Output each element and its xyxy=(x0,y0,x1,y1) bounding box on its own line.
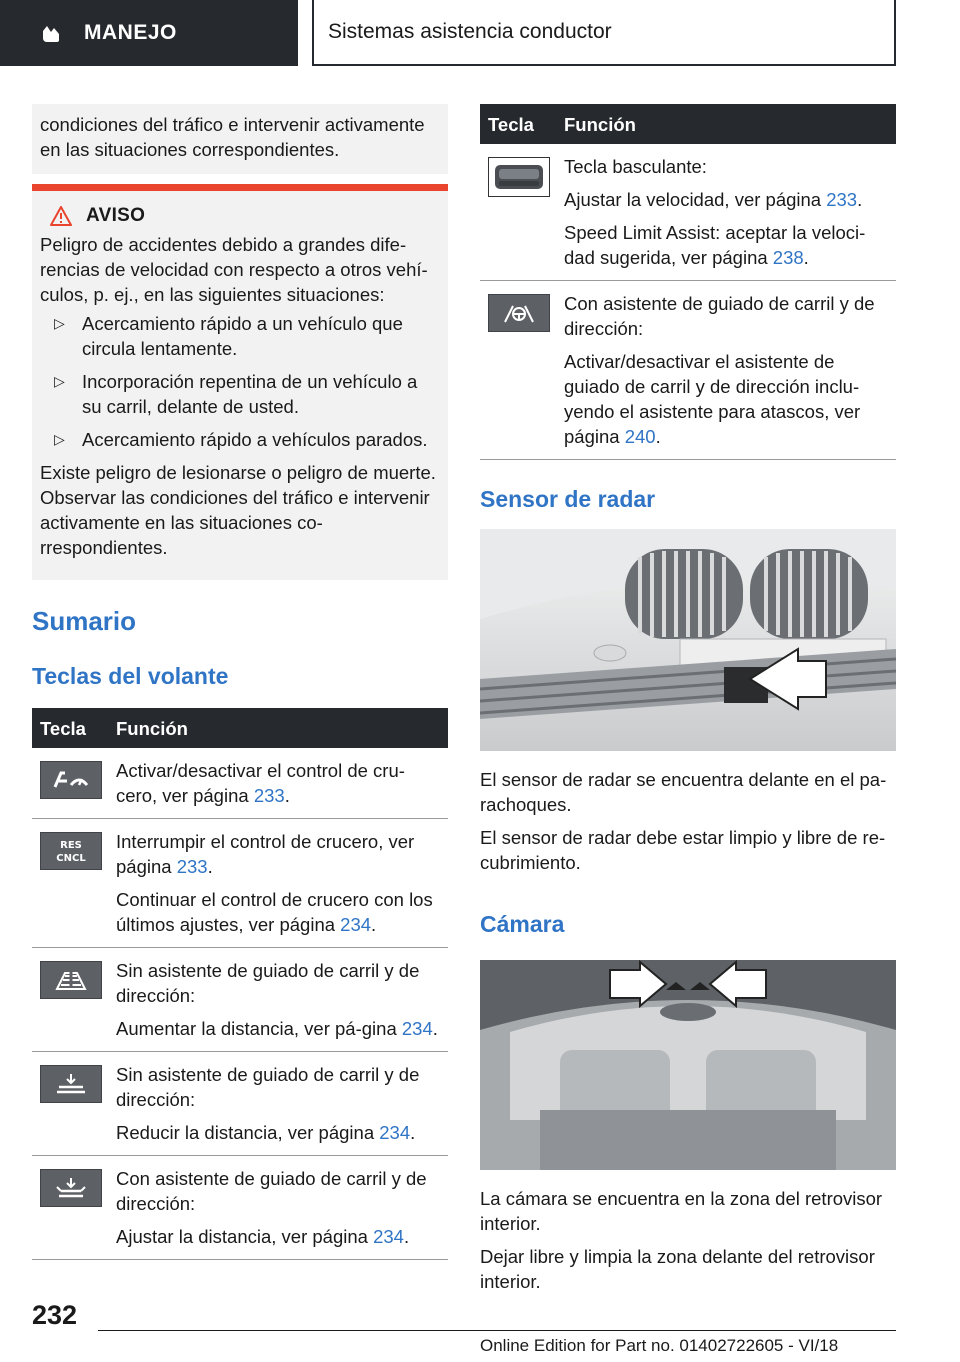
page-link[interactable]: 233 xyxy=(826,189,858,210)
footer-divider xyxy=(98,1330,896,1331)
svg-text:RES: RES xyxy=(60,840,82,851)
warning-body: Existe peligro de lesionarse o peligro de muerte. Observar las condiciones del tráfico e intervenir activamente en las situaciones co-rrespondientes. xyxy=(40,462,436,558)
camera-heading: Cámara xyxy=(480,911,565,937)
section-name: MANEJO xyxy=(84,21,177,44)
edition-footer xyxy=(480,1336,838,1356)
table-row: Sin asistente de guiado de carril y de dirección: Aumentar la distancia, ver pá-gina 234. xyxy=(32,948,448,1052)
radar-heading: Sensor de radar xyxy=(480,486,656,512)
list-item: ▷ Incorporación repentina de un vehículo a su carril, delante de usted. xyxy=(40,369,438,419)
bullet-icon: ▷ xyxy=(54,315,65,331)
list-item: ▷ Acercamiento rápido a vehículos parados. xyxy=(40,427,438,452)
camera-paragraph-1: La cámara se encuentra en la zona del retrovisor interior. xyxy=(480,1188,883,1234)
page-link[interactable]: 240 xyxy=(624,426,656,447)
warning-title xyxy=(50,203,438,228)
res-cncl-icon xyxy=(40,832,102,870)
camera-location-image xyxy=(480,960,896,1170)
chapter-title-box xyxy=(312,0,896,66)
warning-list xyxy=(40,311,438,452)
distance-decrease-icon xyxy=(40,1065,102,1103)
bullet-icon: ▷ xyxy=(54,431,65,447)
camera-paragraph-2: Dejar libre y limpia la zona delante del retrovisor interior. xyxy=(480,1246,875,1292)
lane-steering-assist-icon xyxy=(488,294,550,332)
column-header-function: Función xyxy=(108,708,448,748)
steering-hand-icon xyxy=(40,22,62,44)
page-header xyxy=(0,0,960,66)
warning-label: AVISO xyxy=(86,205,146,226)
radar-paragraph-2: El sensor de radar debe estar limpio y libre de re-cubrimiento. xyxy=(480,827,886,873)
radar-sensor-image xyxy=(480,529,896,751)
table-row: Sin asistente de guiado de carril y de dirección: Reducir la distancia, ver página 234. xyxy=(32,1052,448,1156)
left-column xyxy=(32,104,448,1260)
edition-text: Online Edition for Part no. 01402722605 - VI/18 xyxy=(480,1336,839,1355)
table-row: Tecla basculante: Ajustar la velocidad, ver página 233. Speed Limit Assist: aceptar la veloci-dad sugerida, ver página 238. xyxy=(480,144,896,281)
page-link[interactable]: 234 xyxy=(401,1018,433,1039)
svg-text:CNCL: CNCL xyxy=(56,853,86,864)
page-link[interactable]: 233 xyxy=(176,856,208,877)
table-header-row xyxy=(32,708,448,748)
warning-box xyxy=(32,184,448,580)
column-header-key: Tecla xyxy=(32,708,108,748)
chapter-title: Sistemas asistencia conductor xyxy=(328,20,612,43)
steering-keys-table-continued xyxy=(480,104,896,460)
intro-box xyxy=(32,104,448,174)
column-header-key: Tecla xyxy=(480,104,556,144)
table-row: Con asistente de guiado de carril y de dirección: Ajustar la distancia, ver página 234. xyxy=(32,1156,448,1260)
page-link[interactable]: 234 xyxy=(379,1122,411,1143)
rocker-switch-icon xyxy=(488,157,550,197)
column-header-function: Función xyxy=(556,104,896,144)
table-row: Activar/desactivar el control de cru-cero, ver página 233. xyxy=(32,748,448,819)
steering-keys-table xyxy=(32,708,448,1260)
warning-lead: Peligro de accidentes debido a grandes dife-rencias de velocidad con respecto a otros vehí-culos, p. ej., en las siguientes situaciones: xyxy=(40,234,428,305)
page-link[interactable]: 238 xyxy=(772,247,804,268)
distance-adjust-icon xyxy=(40,1169,102,1207)
cruise-control-icon xyxy=(40,761,102,799)
bullet-icon: ▷ xyxy=(54,373,65,389)
page-link[interactable]: 234 xyxy=(340,914,372,935)
intro-text: condiciones del tráfico e intervenir activamente en las situaciones correspondientes. xyxy=(40,114,425,160)
warning-triangle-icon xyxy=(50,206,72,226)
page-number: 232 xyxy=(32,1300,78,1330)
table-header-row xyxy=(480,104,896,144)
section-heading: Sumario xyxy=(32,606,137,636)
page-link[interactable]: 234 xyxy=(373,1226,404,1247)
right-column xyxy=(480,104,896,1294)
radar-paragraph-1: El sensor de radar se encuentra delante en el pa-rachoques. xyxy=(480,769,887,815)
section-tab xyxy=(0,0,298,66)
list-item: ▷ Acercamiento rápido a un vehículo que circula lentamente. xyxy=(40,311,438,361)
table-row: Con asistente de guiado de carril y de dirección: Activar/desactivar el asistente de guiado de carril y de dirección inclu-yendo el asistente para atascos, ver página 240. xyxy=(480,281,896,460)
table-row: RES CNCL Interrumpir el control de crucero, ver página 233. Continuar el control de crucero con los últimos ajustes, ver página 234. xyxy=(32,819,448,948)
subsection-heading: Teclas del volante xyxy=(32,663,229,689)
distance-increase-icon xyxy=(40,961,102,999)
page-link[interactable]: 233 xyxy=(253,785,285,806)
